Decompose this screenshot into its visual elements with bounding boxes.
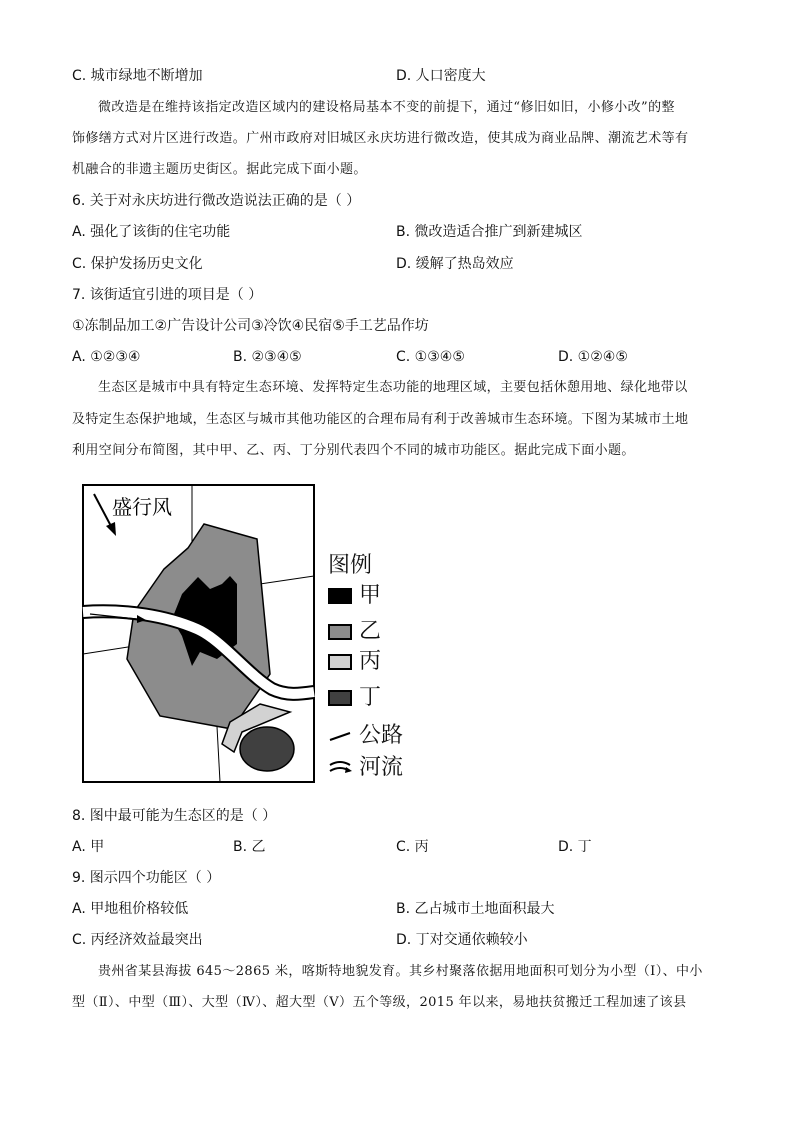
passage-3-line-2: 型（Ⅱ）、中型（Ⅲ）、大型（Ⅳ）、超大型（Ⅴ）五个等级，2015 年以来，易地扶贫搬迁工程加速了该县: [72, 995, 687, 1010]
legend-item-river: [328, 750, 403, 778]
passage-2-line-3: 利用空间分布简图，其中甲、乙、丙、丁分别代表四个不同的城市功能区。据此完成下面小题。: [72, 443, 635, 458]
q6-option-c: C. 保护发扬历史文化: [72, 256, 203, 272]
legend-label-road: 公路: [359, 723, 404, 748]
q8-option-b: B. 乙: [233, 839, 266, 855]
q8-option-c: C. 丙: [396, 839, 429, 855]
question-7: 7. 该街适宜引进的项目是（ ）: [72, 287, 263, 303]
question-8: 8. 图中最可能为生态区的是（ ）: [72, 808, 277, 824]
legend-label-yi: 乙: [359, 619, 382, 644]
passage-2-line-1: 生态区是城市中具有特定生态环境、发挥特定生态功能的地理区域，主要包括休憩用地、绿化地带以: [98, 380, 688, 395]
option-d-prev: D. 人口密度大: [396, 68, 486, 84]
passage-3-line-1: 贵州省某县海拔 645～2865 米，喀斯特地貌发育。其乡村聚落依据用地面积可划分为小型（Ⅰ）、中小: [98, 964, 703, 979]
legend-swatch-ding: [328, 690, 352, 706]
q9-option-c: C. 丙经济效益最突出: [72, 932, 203, 948]
legend-river-icon: [328, 759, 352, 777]
q9-option-a: A. 甲地租价格较低: [72, 901, 189, 917]
q7-option-b: B. ②③④⑤: [233, 349, 302, 365]
passage-2-line-2: 及特定生态保护地域，生态区与城市其他功能区的合理布局有利于改善城市生态环境。下图为某城市土地: [72, 412, 689, 427]
passage-1-line-2: 饰修缮方式对片区进行改造。广州市政府对旧城区永庆坊进行微改造，使其成为商业品牌、潮流艺术等有: [72, 131, 689, 146]
question-9: 9. 图示四个功能区（ ）: [72, 870, 221, 886]
legend-swatch-jia: [328, 588, 352, 604]
legend-label-ding: 丁: [359, 685, 382, 710]
q8-option-d: D. 丁: [558, 839, 592, 855]
question-6: 6. 关于对永庆坊进行微改造说法正确的是（ ）: [72, 193, 361, 209]
legend-item-road: [328, 718, 403, 746]
legend-swatch-yi: [328, 624, 352, 640]
q7-option-d: D. ①②④⑤: [558, 349, 628, 365]
q6-option-d: D. 缓解了热岛效应: [396, 256, 514, 272]
option-c-prev: C. 城市绿地不断增加: [72, 68, 203, 84]
legend-road-icon: [328, 728, 352, 744]
land-use-map: [82, 484, 316, 784]
legend-item-bing: [328, 644, 381, 672]
q9-option-b: B. 乙占城市土地面积最大: [396, 901, 555, 917]
legend-title: 图例: [328, 553, 373, 578]
legend-swatch-bing: [328, 654, 352, 670]
q8-option-a: A. 甲: [72, 839, 105, 855]
q9-option-d: D. 丁对交通依赖较小: [396, 932, 528, 948]
wind-label: 盛行风: [112, 495, 172, 519]
passage-1-line-1: 微改造是在维持该指定改造区域内的建设格局基本不变的前提下，通过“修旧如旧，小修小改”的整: [98, 100, 675, 115]
legend-label-bing: 丙: [359, 649, 382, 674]
legend-label-jia: 甲: [359, 583, 382, 608]
q6-option-b: B. 微改造适合推广到新建城区: [396, 224, 583, 240]
legend-item-yi: [328, 614, 381, 642]
q6-option-a: A. 强化了该街的住宅功能: [72, 224, 231, 240]
q7-option-c: C. ①③④⑤: [396, 349, 465, 365]
q7-items: ①冻制品加工②广告设计公司③冷饮④民宿⑤手工艺品作坊: [72, 318, 429, 334]
legend-item-ding: [328, 680, 381, 708]
q7-option-a: A. ①②③④: [72, 349, 141, 365]
passage-1-line-3: 机融合的非遗主题历史街区。据此完成下面小题。: [72, 162, 367, 177]
zone-ding: [240, 727, 294, 771]
legend-item-jia: [328, 578, 381, 606]
legend-label-river: 河流: [359, 755, 404, 780]
